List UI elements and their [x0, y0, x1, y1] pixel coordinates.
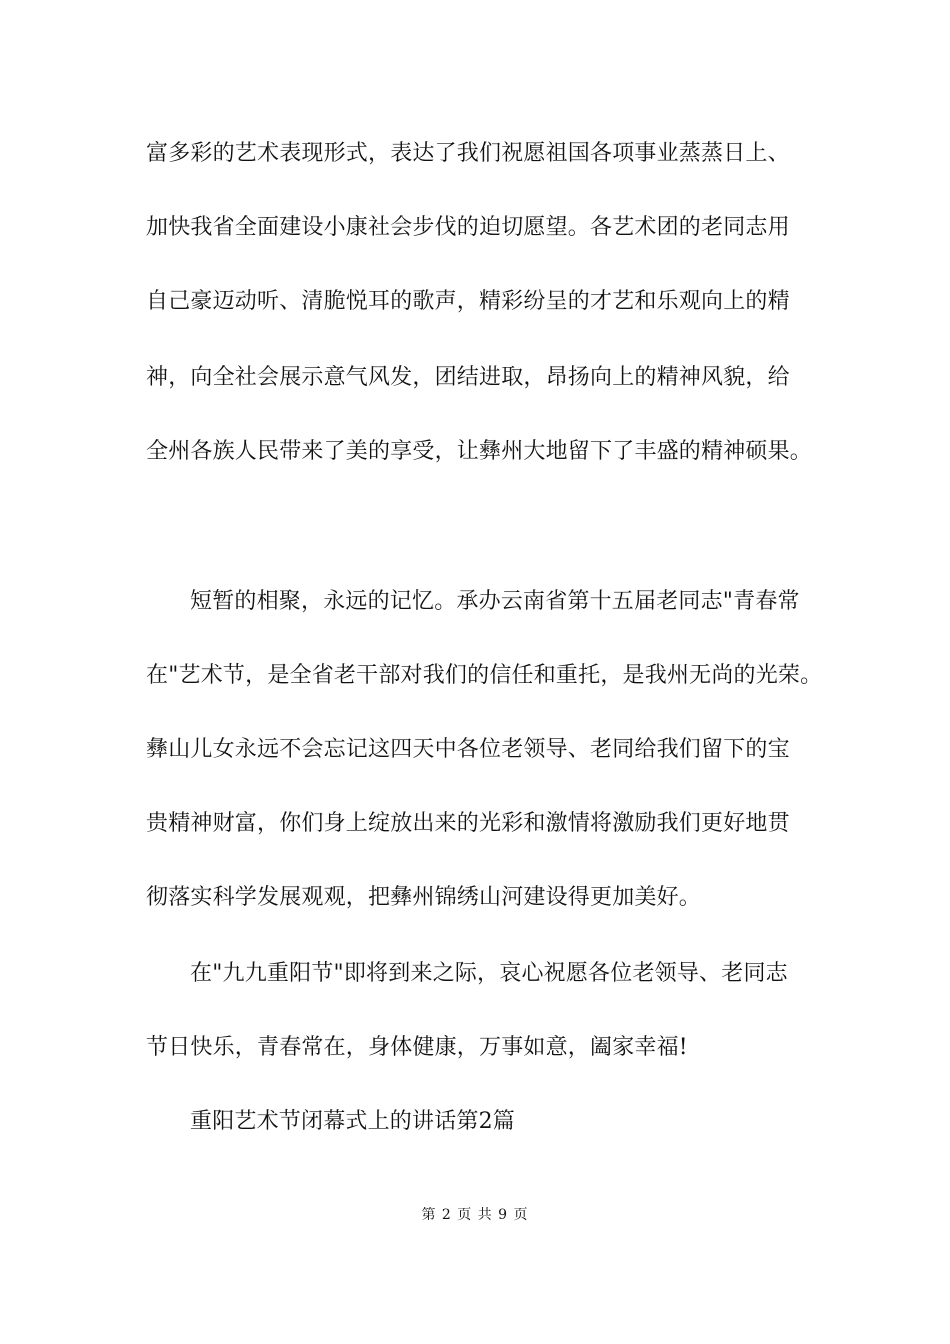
section-heading: 重阳艺术节闭幕式上的讲话第2篇 — [190, 1109, 515, 1134]
paragraph-1-line-5: 全州各族人民带来了美的享受，让彝州大地留下了丰盛的精神硕果。 — [146, 439, 813, 464]
paragraph-2-line-1: 短暂的相聚，永远的记忆。承办云南省第十五届老同志"青春常 — [190, 589, 800, 614]
paragraph-1-line-1: 富多彩的艺术表现形式，表达了我们祝愿祖国各项事业蒸蒸日上、 — [146, 141, 790, 166]
page-footer: 第 2 页 共 9 页 — [421, 1207, 529, 1223]
paragraph-1-line-3: 自己豪迈动听、清脆悦耳的歌声，精彩纷呈的才艺和乐观向上的精 — [146, 289, 790, 314]
paragraph-1-line-2: 加快我省全面建设小康社会步伐的迫切愿望。各艺术团的老同志用 — [146, 215, 790, 240]
paragraph-1-line-4: 神，向全社会展示意气风发，团结进取，昂扬向上的精神风貌，给 — [146, 365, 790, 390]
paragraph-2-line-3: 彝山儿女永远不会忘记这四天中各位老领导、老同给我们留下的宝 — [146, 737, 790, 762]
paragraph-3-line-2: 节日快乐，青春常在，身体健康，万事如意，阖家幸福! — [146, 1035, 688, 1060]
paragraph-2-line-4: 贵精神财富，你们身上绽放出来的光彩和激情将激励我们更好地贯 — [146, 811, 790, 836]
paragraph-2-line-2: 在"艺术节，是全省老干部对我们的信任和重托，是我州无尚的光荣。 — [146, 663, 823, 688]
paragraph-2-line-5: 彻落实科学发展观观，把彝州锦绣山河建设得更加美好。 — [146, 885, 702, 910]
paragraph-3-line-1: 在"九九重阳节"即将到来之际，哀心祝愿各位老领导、老同志 — [190, 961, 788, 986]
